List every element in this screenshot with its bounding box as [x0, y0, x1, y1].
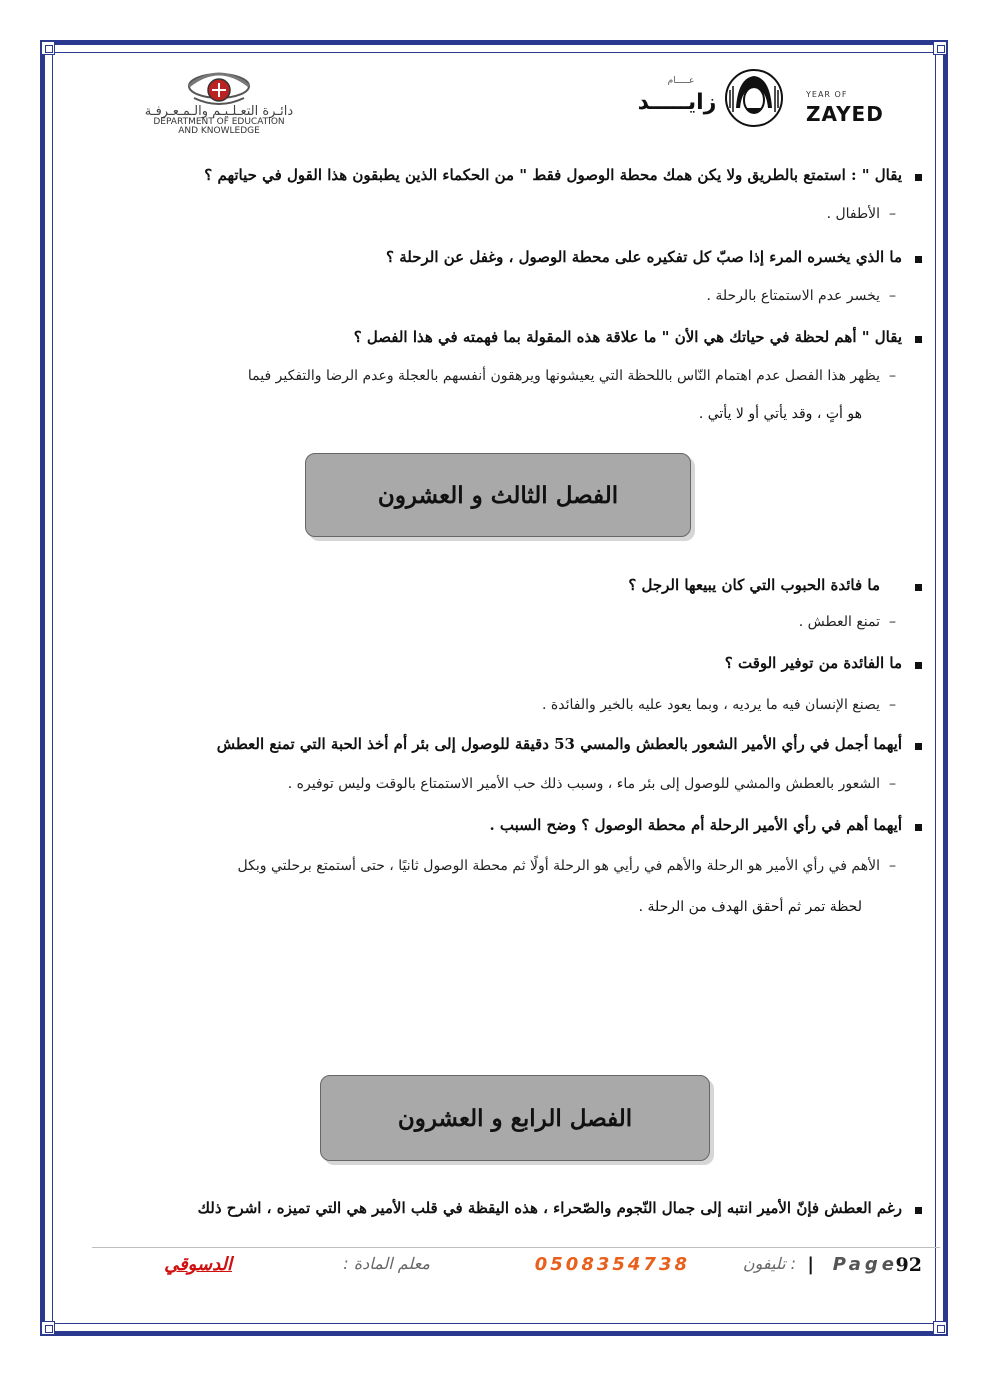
answer-2-text: يخسر عدم الاستمتاع بالرحلة . — [706, 288, 880, 304]
question-8: رغم العطش فإنّ الأمير انتبه إلى جمال النّجوم والصّحراء ، هذه اليقظة في قلب الأمير هي التي تميزه ، اشرح ذلك — [197, 1199, 902, 1217]
answer-4-text: تمنع العطش . — [798, 614, 880, 630]
teacher-label: معلم المادة : — [343, 1254, 430, 1273]
answer-3-line1: –يظهر هذا الفصل عدم اهتمام النّاس باللحظة التي يعيشونها ويرهقون أنفسهم بالعجلة وعدم الرضا والتفكير فيما — [247, 368, 896, 384]
year-of-zayed-logo — [636, 68, 896, 130]
bullet-icon — [912, 332, 922, 342]
answer-1-text: الأطفال . — [826, 206, 880, 222]
answer-5-text: يصنع الإنسان فيه ما يرديه ، وبما يعود عليه بالخير والفائدة . — [542, 697, 880, 713]
teacher-name: الدسوقي — [164, 1254, 232, 1275]
border-corner — [41, 1321, 55, 1335]
page-label: Page — [832, 1254, 898, 1275]
department-name-arabic: دائـرة التعـلـيـم والـمـعـرفـة — [144, 104, 294, 119]
question-2: ما الذي يخسره المرء إذا صبّ كل تفكيره على محطة الوصول ، وغفل عن الرحلة ؟ — [386, 248, 902, 266]
dept-en-line2: AND KNOWLEDGE — [178, 126, 260, 136]
zayed-logo-arabic: زايـــــد — [637, 90, 717, 115]
answer-1: –الأطفال . — [826, 206, 896, 222]
page-number: 92 — [895, 1254, 922, 1276]
bullet-icon — [912, 1203, 922, 1213]
answer-6: –الشعور بالعطش والمشي للوصول إلى بئر ماء ، وسبب ذلك حب الأمير الاستمتاع بالوقت وليس توفيره . — [287, 776, 896, 792]
question-6: أيهما أجمل في رأي الأمير الشعور بالعطش والمسي 53 دقيقة للوصول إلى بئر أم أخذ الحبة التي تمنع العطش — [216, 735, 902, 753]
sheikh-zayed-portrait-icon — [724, 68, 784, 128]
bullet-icon — [912, 252, 922, 262]
bullet-icon — [912, 739, 922, 749]
question-3: يقال " أهم لحظة في حياتك هي الأن " ما علاقة هذه المقولة بما فهمته في هذا الفصل ؟ — [353, 328, 902, 346]
answer-3-line1-text: يظهر هذا الفصل عدم اهتمام النّاس باللحظة التي يعيشونها ويرهقون أنفسهم بالعجلة وعدم الرضا والتفكير فيما — [247, 368, 880, 384]
bullet-icon — [912, 820, 922, 830]
bullet-icon — [912, 658, 922, 668]
zayed-logo-small-text: عـــــام — [667, 76, 695, 86]
answer-5: –يصنع الإنسان فيه ما يرديه ، وبما يعود عليه بالخير والفائدة . — [542, 697, 896, 713]
zayed-english-label: ZAYED — [806, 102, 884, 126]
question-7: أيهما أهم في رأي الأمير الرحلة أم محطة الوصول ؟ وضح السبب . — [489, 816, 902, 834]
question-1: يقال " : استمتع بالطريق ولا يكن همك محطة الوصول فقط " من الحكماء الذين يطبقون هذا القول في حياتهم ؟ — [204, 166, 902, 184]
question-4: ما فائدة الحبوب التي كان يبيعها الرجل ؟ — [628, 576, 880, 594]
answer-2: –يخسر عدم الاستمتاع بالرحلة . — [706, 288, 896, 304]
bullet-icon — [912, 170, 922, 180]
dept-en-line1: DEPARTMENT OF EDUCATION — [153, 117, 285, 127]
answer-7-line2: لحظة تمر ثم أحقق الهدف من الرحلة . — [638, 899, 862, 915]
year-of-label: YEAR OF — [806, 90, 848, 99]
answer-3-line2: هو أتٍ ، وقد يأتي أو لا يأتي . — [698, 406, 862, 422]
chapter-heading-24: الفصل الرابع و العشرون — [320, 1075, 710, 1161]
bullet-icon — [912, 580, 922, 590]
answer-6-text: الشعور بالعطش والمشي للوصول إلى بئر ماء ، وسبب ذلك حب الأمير الاستمتاع بالوقت وليس توفيره . — [287, 776, 880, 792]
footer-rule — [92, 1247, 940, 1248]
phone-number: 0508354738 — [534, 1254, 690, 1275]
border-corner — [41, 41, 55, 55]
chapter-heading-23: الفصل الثالث و العشرون — [305, 453, 691, 537]
answer-7-line1-text: الأهم في رأي الأمير هو الرحلة والأهم في رأيي هو الرحلة أولًا ثم محطة الوصول ثانيًا ، حتى أستمتع برحلتي وبكل — [237, 858, 880, 874]
phone-label: : تليفون — [742, 1254, 796, 1273]
answer-7-line1: –الأهم في رأي الأمير هو الرحلة والأهم في رأيي هو الرحلة أولًا ثم محطة الوصول ثانيًا ، حتى أستمتع برحلتي وبكل — [237, 858, 896, 874]
department-name-english — [88, 118, 350, 136]
footer-separator: | — [807, 1254, 814, 1275]
border-corner — [933, 41, 947, 55]
answer-4: –تمنع العطش . — [798, 614, 896, 630]
question-5: ما الفائدة من توفير الوقت ؟ — [724, 654, 902, 672]
department-logo — [88, 68, 350, 136]
border-corner — [933, 1321, 947, 1335]
